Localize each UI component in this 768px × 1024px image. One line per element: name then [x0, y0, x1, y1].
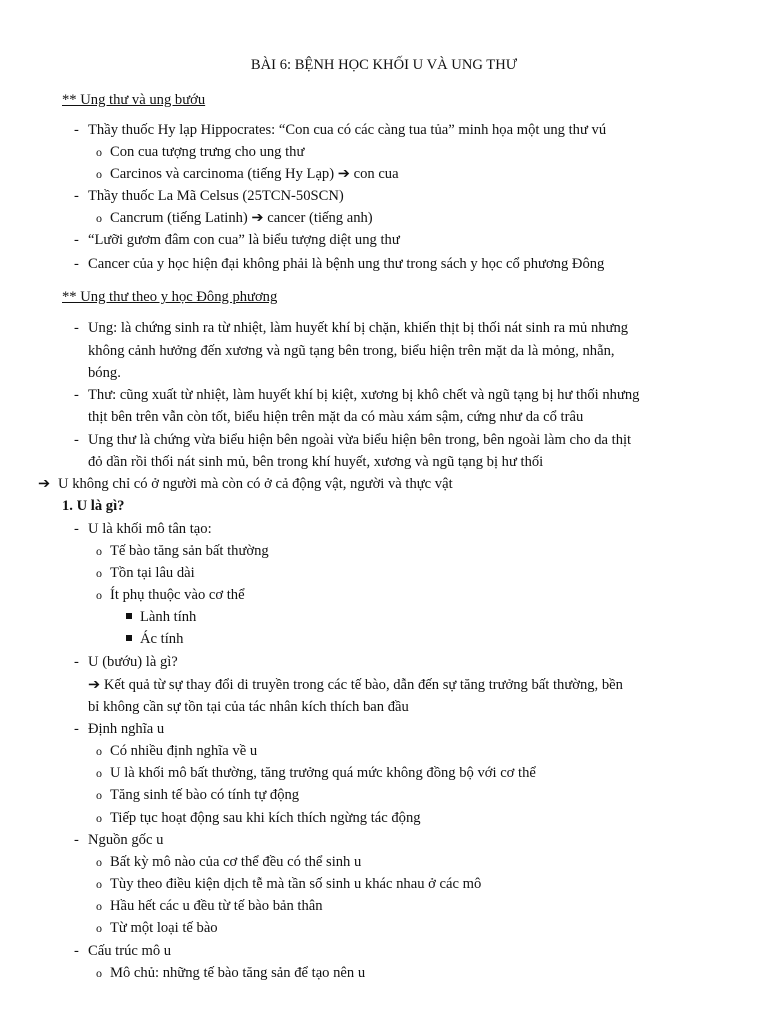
list-item: - Thầy thuốc Hy lạp Hippocrates: “Con cua có các càng tua tủa” minh họa một ung thư vú [74, 122, 607, 138]
list-item: - U (bướu) là gì? [74, 654, 178, 670]
list-item: - U là khối mô tân tạo: [74, 521, 212, 537]
dash-bullet: - [74, 232, 79, 248]
circle-bullet-icon: o [96, 855, 102, 869]
list-item: Lành tính [126, 607, 196, 627]
circle-bullet-icon: o [96, 877, 102, 891]
list-item: - Thư: cũng xuất từ nhiệt, làm huyết khí bị kiệt, xương bị khô chết và ngũ tạng bị hư thối nhưng [74, 387, 640, 403]
circle-bullet-icon: o [96, 899, 102, 913]
list-item: o Tế bào tăng sản bất thường [96, 543, 269, 559]
list-item: - Cancer của y học hiện đại không phải là bệnh ung thư trong sách y học cổ phương Đông [74, 256, 605, 272]
list-item: - Cấu trúc mô u [74, 943, 172, 959]
dash-bullet: - [74, 188, 79, 204]
circle-bullet-icon: o [96, 211, 102, 225]
dash-bullet: - [74, 256, 79, 272]
dash-bullet: - [74, 832, 79, 848]
circle-bullet-icon: o [96, 766, 102, 780]
list-item: o Carcinos và carcinoma (tiếng Hy Lạp) ➔ con cua [96, 166, 399, 182]
list-item: - “Lưỡi gươm đâm con cua” là biểu tượng diệt ung thư [74, 232, 400, 248]
circle-bullet-icon: o [96, 921, 102, 935]
list-item: - Thầy thuốc La Mã Celsus (25TCN-50SCN) [74, 188, 344, 204]
list-item-continuation: bóng. [88, 365, 121, 381]
section-heading-ung-thu-ung-buou: ** Ung thư và ung bướu [62, 92, 206, 108]
dash-bullet: - [74, 122, 79, 138]
list-item: o Từ một loại tế bào [96, 920, 218, 936]
list-item: o Có nhiều định nghĩa về u [96, 743, 258, 759]
circle-bullet-icon: o [96, 744, 102, 758]
arrow-right-icon: ➔ [38, 476, 51, 492]
list-item-continuation: ➔ Kết quả từ sự thay đổi di truyền trong các tế bào, dẫn đến sự tăng trưởng bất thường, bền [88, 677, 623, 693]
list-item: - Ung thư là chứng vừa biểu hiện bên ngoài vừa biểu hiện bên trong, bên ngoài làm cho da thịt [74, 432, 632, 448]
circle-bullet-icon: o [96, 566, 102, 580]
list-item: o Tồn tại lâu dài [96, 565, 195, 581]
dash-bullet: - [74, 521, 79, 537]
list-item: - Ung: là chứng sinh ra từ nhiệt, làm huyết khí bị chặn, khiến thịt bị thối nát sinh ra mủ nhưng [74, 320, 629, 336]
dash-bullet: - [74, 432, 79, 448]
list-item: o Mô chủ: những tế bào tăng sản để tạo nên u [96, 965, 366, 981]
document-title: BÀI 6: BỆNH HỌC KHỐI U VÀ UNG THƯ [250, 57, 518, 73]
list-item: o Con cua tượng trưng cho ung thư [96, 144, 305, 160]
circle-bullet-icon: o [96, 811, 102, 825]
list-item: - Định nghĩa u [74, 721, 165, 737]
list-item: - Nguồn gốc u [74, 832, 164, 848]
dash-bullet: - [74, 320, 79, 336]
circle-bullet-icon: o [96, 788, 102, 802]
list-item-continuation: bỉ không cần sự tồn tại của tác nhân kích thích ban đầu [88, 699, 409, 715]
list-item: o Hầu hết các u đều từ tế bào bản thân [96, 898, 323, 914]
square-bullet-icon [126, 613, 132, 619]
list-item: o Bất kỳ mô nào của cơ thể đều có thể sinh u [96, 854, 362, 870]
list-item: o Tiếp tục hoạt động sau khi kích thích ngừng tác động [96, 810, 421, 826]
list-item-continuation: đỏ dần rồi thối nát sinh mủ, bên trong khí huyết, xương và ngũ tạng bị hư thối [88, 454, 544, 470]
square-bullet-icon [126, 635, 132, 641]
dash-bullet: - [74, 654, 79, 670]
circle-bullet-icon: o [96, 167, 102, 181]
circle-bullet-icon: o [96, 966, 102, 980]
circle-bullet-icon: o [96, 544, 102, 558]
circle-bullet-icon: o [96, 145, 102, 159]
list-item: o U là khối mô bất thường, tăng trưởng quá mức không đồng bộ với cơ thể [96, 765, 536, 781]
dash-bullet: - [74, 943, 79, 959]
circle-bullet-icon: o [96, 588, 102, 602]
list-item: o Ít phụ thuộc vào cơ thể [96, 587, 245, 603]
list-item: Ác tính [126, 629, 183, 649]
list-item-continuation: thịt bên trên vẫn còn tốt, biểu hiện trên mặt da có màu xám sậm, cứng như da cổ trâu [88, 409, 584, 425]
list-item: o Cancrum (tiếng Latinh) ➔ cancer (tiếng anh) [96, 210, 373, 226]
list-item: o Tăng sinh tế bào có tính tự động [96, 787, 300, 803]
section-heading-u-la-gi: 1. U là gì? [62, 498, 125, 514]
dash-bullet: - [74, 721, 79, 737]
list-item: ➔ U không chỉ có ở người mà còn có ở cả động vật, người và thực vật [38, 476, 453, 492]
list-item-continuation: không cảnh hưởng đến xương và ngũ tạng bên trong, biểu hiện trên mặt da là mỏng, nhẵn, [88, 343, 615, 359]
dash-bullet: - [74, 387, 79, 403]
list-item: o Tùy theo điều kiện dịch tễ mà tần số sinh u khác nhau ở các mô [96, 876, 482, 892]
section-heading-dong-phuong: ** Ung thư theo y học Đông phương [62, 289, 278, 305]
